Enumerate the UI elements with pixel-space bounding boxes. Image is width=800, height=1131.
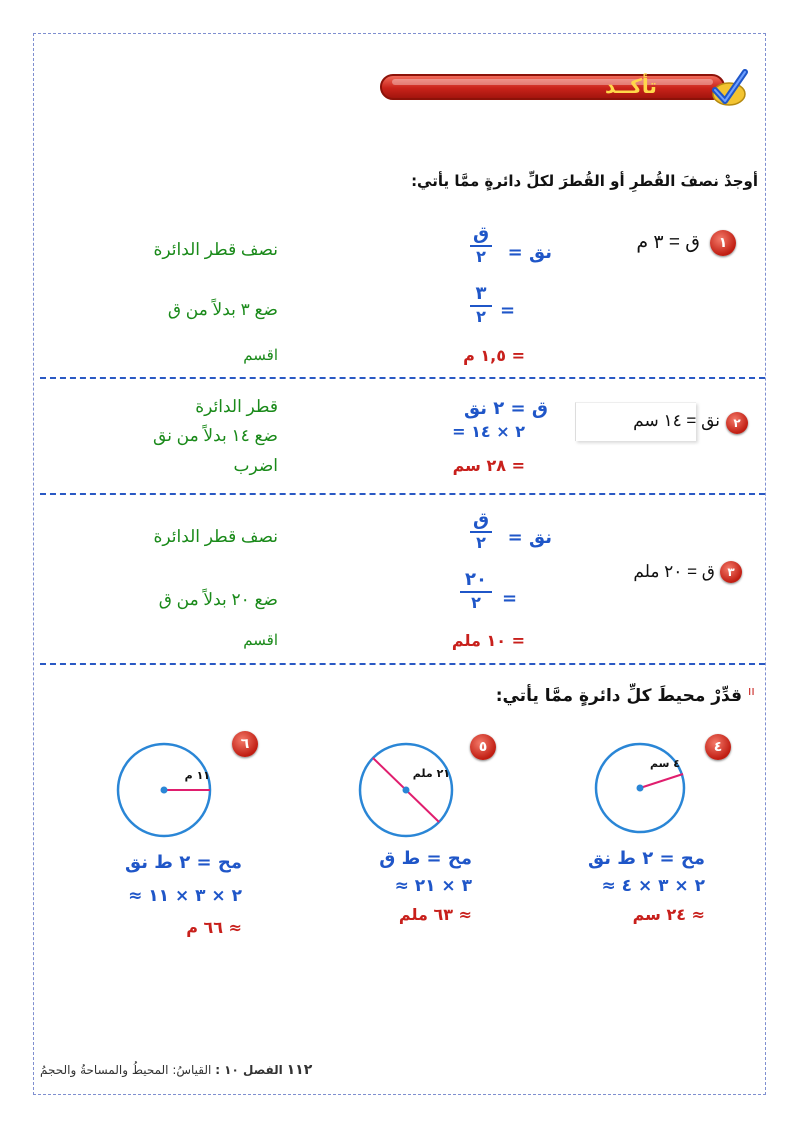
problem-1-badge: ١ (710, 230, 736, 256)
problem-1-formula-lhs: نق = (507, 242, 552, 263)
problem-1-note-1: نصف قطر الدائرة (153, 240, 278, 259)
fraction-numerator: ق (472, 509, 490, 530)
separator-1 (40, 377, 765, 379)
footer-chapter: الفصل ١٠ : (215, 1063, 283, 1077)
separator-2 (40, 493, 765, 495)
circle-6-line-2: ≈ ٢ × ٣ × ١١ (128, 886, 242, 906)
page-footer (40, 1062, 312, 1078)
circle-4-center (637, 785, 644, 792)
section-banner (380, 70, 750, 106)
banner-bar (380, 74, 725, 100)
problem-1-result: = ١,٥ م (463, 346, 525, 365)
footer-title: القياسُ: المحيطُ والمساحةُ والحجمُ (40, 1063, 212, 1077)
problem-3-badge: ٣ (720, 561, 742, 583)
problem-1-sub-equals: = (500, 300, 516, 321)
problem-3-given: ق = ٢٠ ملم (633, 562, 715, 581)
problem-2-step: = ٢ × ١٤ (452, 422, 525, 441)
circle-4-badge: ٤ (705, 734, 731, 760)
instruction-estimate-circumference: قدِّرْ محيطَ كلِّ دائرةٍ ممَّا يأتي: (495, 686, 742, 706)
problem-2-note-3: اضرب (233, 456, 278, 475)
problem-3-formula-fraction (470, 510, 492, 552)
problem-2-formula: ق = ٢ نق (464, 398, 548, 419)
problem-3-sub-fraction (460, 570, 492, 612)
circle-5-center (403, 787, 410, 794)
circle-4-label: ٤ سم (650, 757, 680, 770)
circle-6-label: ١١ م (184, 769, 210, 782)
fraction-numerator: ق (472, 223, 490, 244)
problem-2-badge: ٢ (726, 412, 748, 434)
problem-3-note-3: اقسم (243, 632, 278, 649)
problem-2-result: = ٢٨ سم (452, 456, 525, 475)
circle-6-center (161, 787, 168, 794)
problem-3-sub-equals: = (502, 588, 518, 609)
separator-3 (40, 663, 765, 665)
fraction-denominator: ٢ (476, 247, 486, 266)
fraction-numerator: ٣ (475, 283, 487, 304)
problem-2-note-2: ضع ١٤ بدلاً من نق (153, 426, 278, 445)
problem-3-note-1: نصف قطر الدائرة (153, 527, 278, 546)
circle-4-line-3: ≈ ٢٤ سم (632, 905, 705, 924)
fraction-numerator: ٢٠ (465, 569, 487, 590)
problem-1-sub-fraction (470, 284, 492, 326)
circle-6-line-1: مح = ٢ ط نق (125, 852, 242, 873)
circle-6-diagram (112, 738, 216, 842)
circle-5-badge: ٥ (470, 734, 496, 760)
circle-4-line-2: ≈ ٢ × ٣ × ٤ (601, 876, 705, 896)
problem-1-given: ق = ٣ م (636, 232, 700, 253)
circle-5-line-2: ≈ ٣ × ٢١ (394, 876, 472, 896)
problem-2-given: نق = ١٤ سم (633, 411, 720, 430)
fraction-denominator: ٢ (471, 593, 481, 612)
circle-5-line-3: ≈ ٦٣ ملم (398, 905, 472, 924)
instruction-find-radius: أوجدْ نصفَ القُطرِ أو القُطرَ لكلِّ دائرةٍ ممَّا يأتي: (411, 172, 758, 190)
fraction-denominator: ٢ (476, 307, 486, 326)
problem-2-note-1: قطر الدائرة (195, 397, 278, 416)
instruction-marker: ıı (748, 684, 755, 698)
circle-5-diagram (354, 738, 458, 842)
checkmark-icon (705, 68, 749, 108)
problem-1-formula-fraction (470, 224, 492, 266)
circle-4-line-1: مح = ٢ ط نق (588, 848, 705, 869)
problem-3-formula-lhs: نق = (507, 527, 552, 548)
circle-4-diagram (590, 738, 690, 838)
circle-5-label: ٢١ ملم (412, 767, 450, 780)
problem-1-note-2: ضع ٣ بدلاً من ق (167, 300, 278, 319)
circle-6-line-3: ≈ ٦٦ م (186, 918, 242, 937)
problem-3-result: = ١٠ ملم (451, 631, 525, 650)
banner-title: تأكــد (605, 74, 657, 98)
footer-page-number: ١١٢ (286, 1062, 313, 1078)
circle-5-line-1: مح = ط ق (379, 848, 472, 869)
problem-3-note-2: ضع ٢٠ بدلاً من ق (158, 590, 278, 609)
circle-6-badge: ٦ (232, 731, 258, 757)
fraction-denominator: ٢ (476, 533, 486, 552)
problem-1-note-3: اقسم (243, 347, 278, 364)
